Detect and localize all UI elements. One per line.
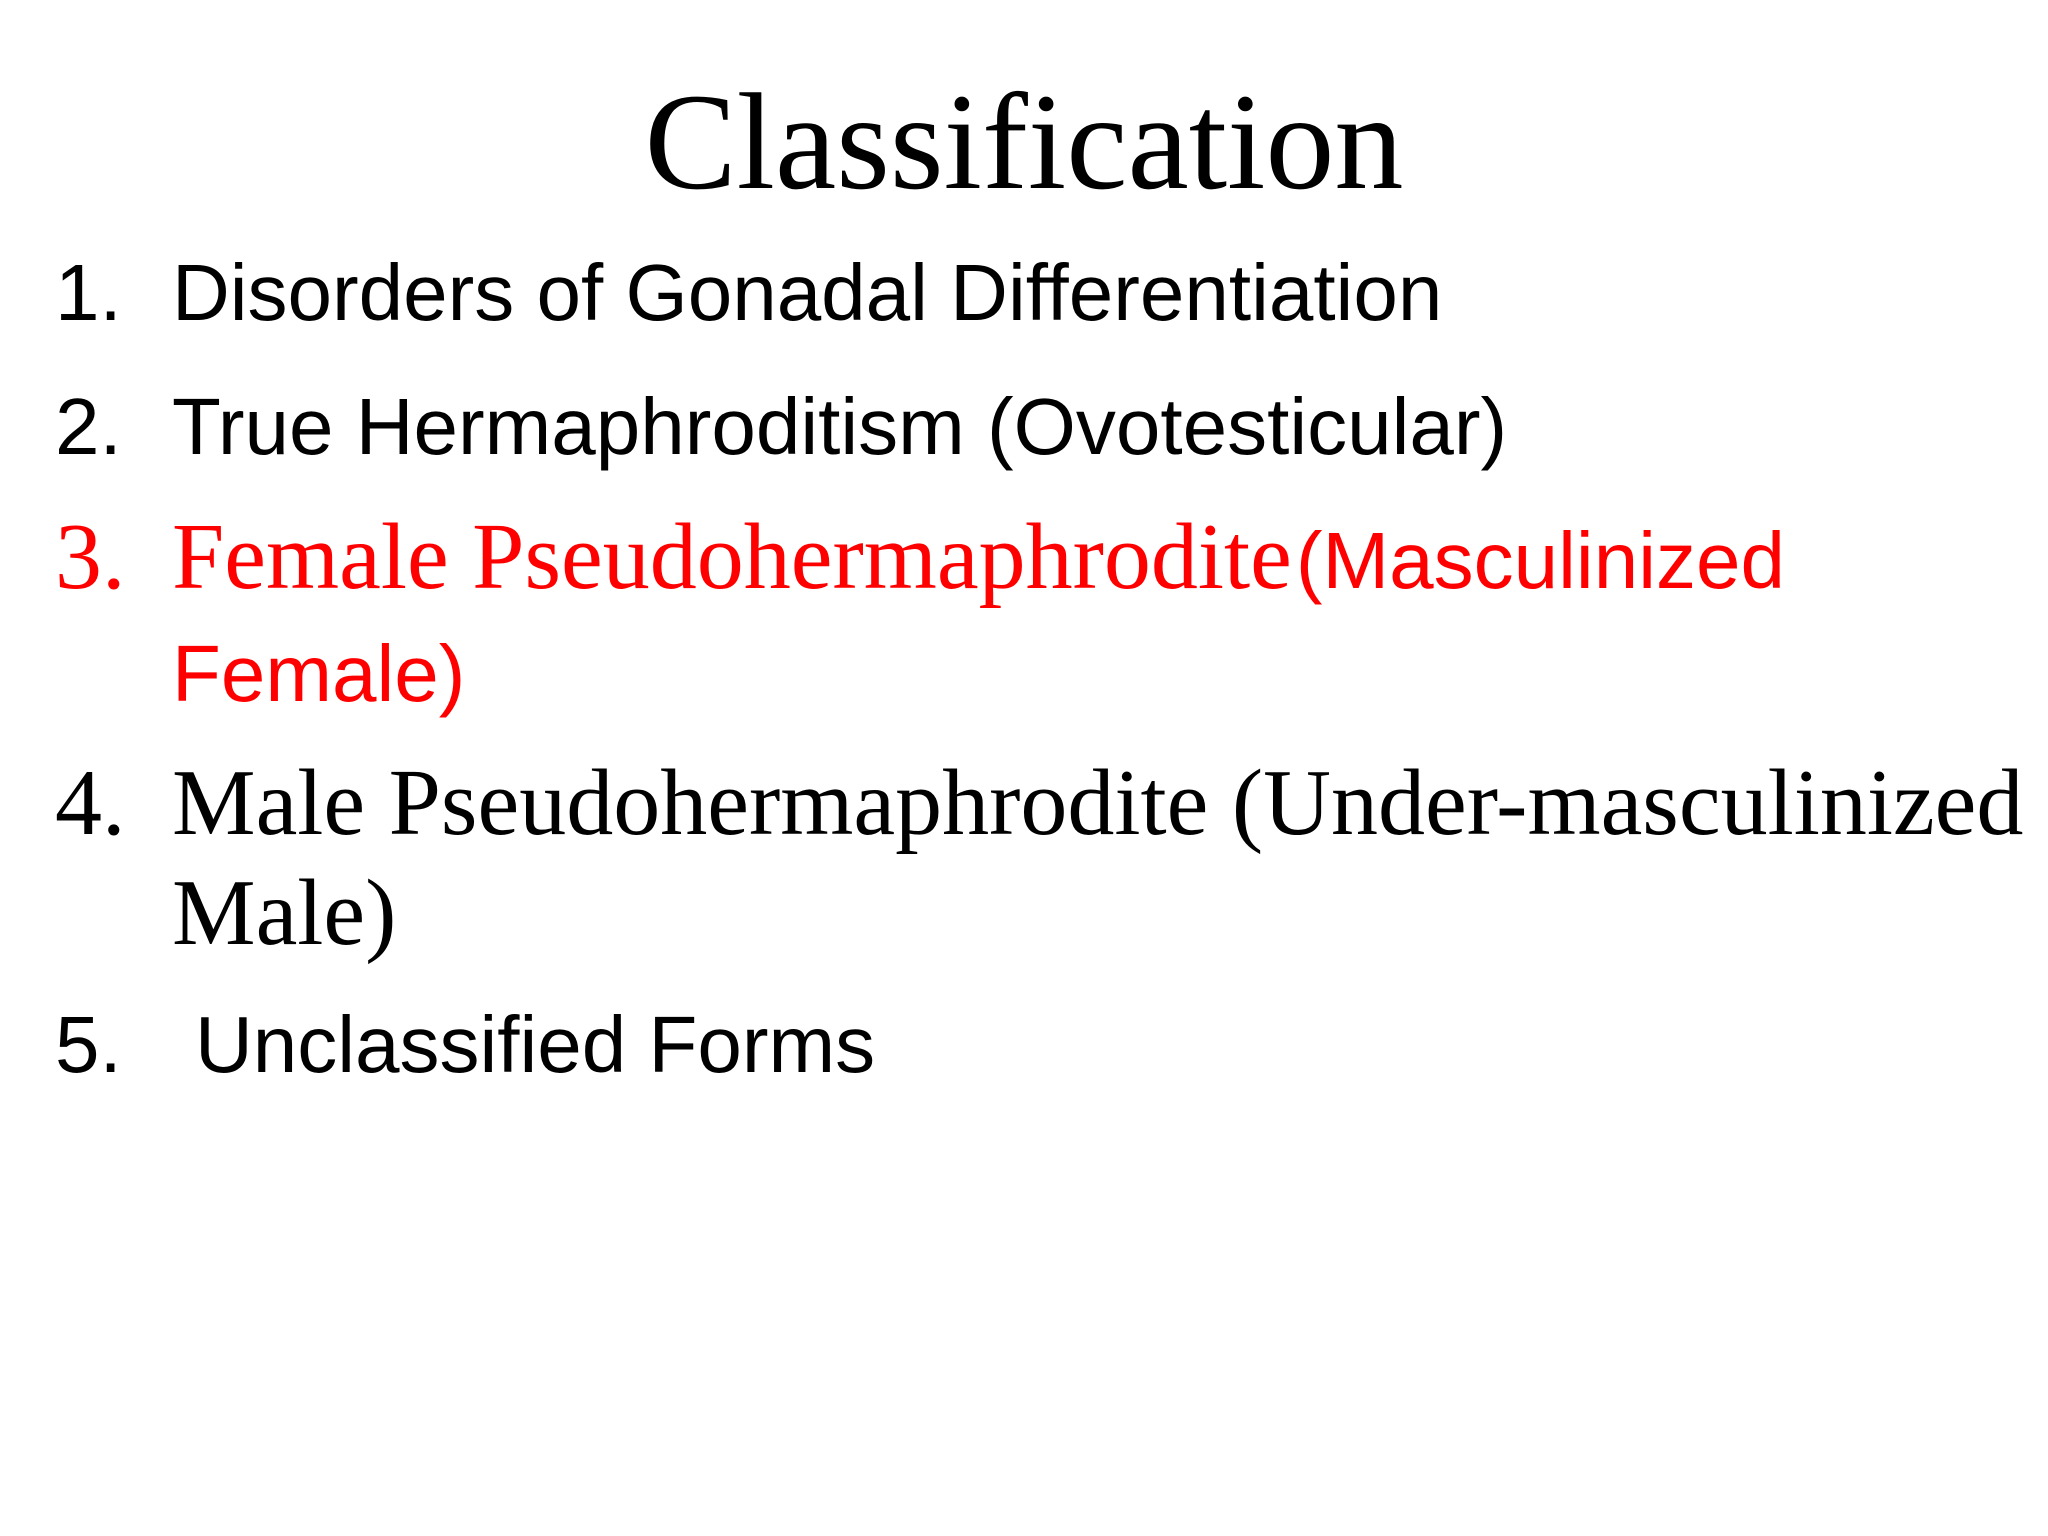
list-item-text: Disorders of Gonadal Differentiation <box>172 248 1443 337</box>
list-item-text: Unclassified Forms <box>195 1000 876 1089</box>
list-item-text-serif: Female Pseudohermaphrodite <box>172 505 1292 609</box>
list-item-text-line1: Male Pseudohermaphrodite (Under-masculinized <box>172 751 2024 855</box>
list-item-text-sans: (Masculinized <box>1295 516 1785 605</box>
list-item-number: 1. <box>55 248 122 337</box>
list-item-number: 2. <box>55 382 122 471</box>
list-item-text-line2: Male) <box>172 861 397 965</box>
list-item-number: 5. <box>55 1000 122 1089</box>
slide-title: Classification <box>644 65 1404 218</box>
list-item-text-line2: Female) <box>172 629 466 718</box>
list-item-number: 3. <box>55 505 126 609</box>
list-item-number: 4. <box>55 751 126 855</box>
list-item-text: True Hermaphroditism (Ovotesticular) <box>172 382 1508 471</box>
